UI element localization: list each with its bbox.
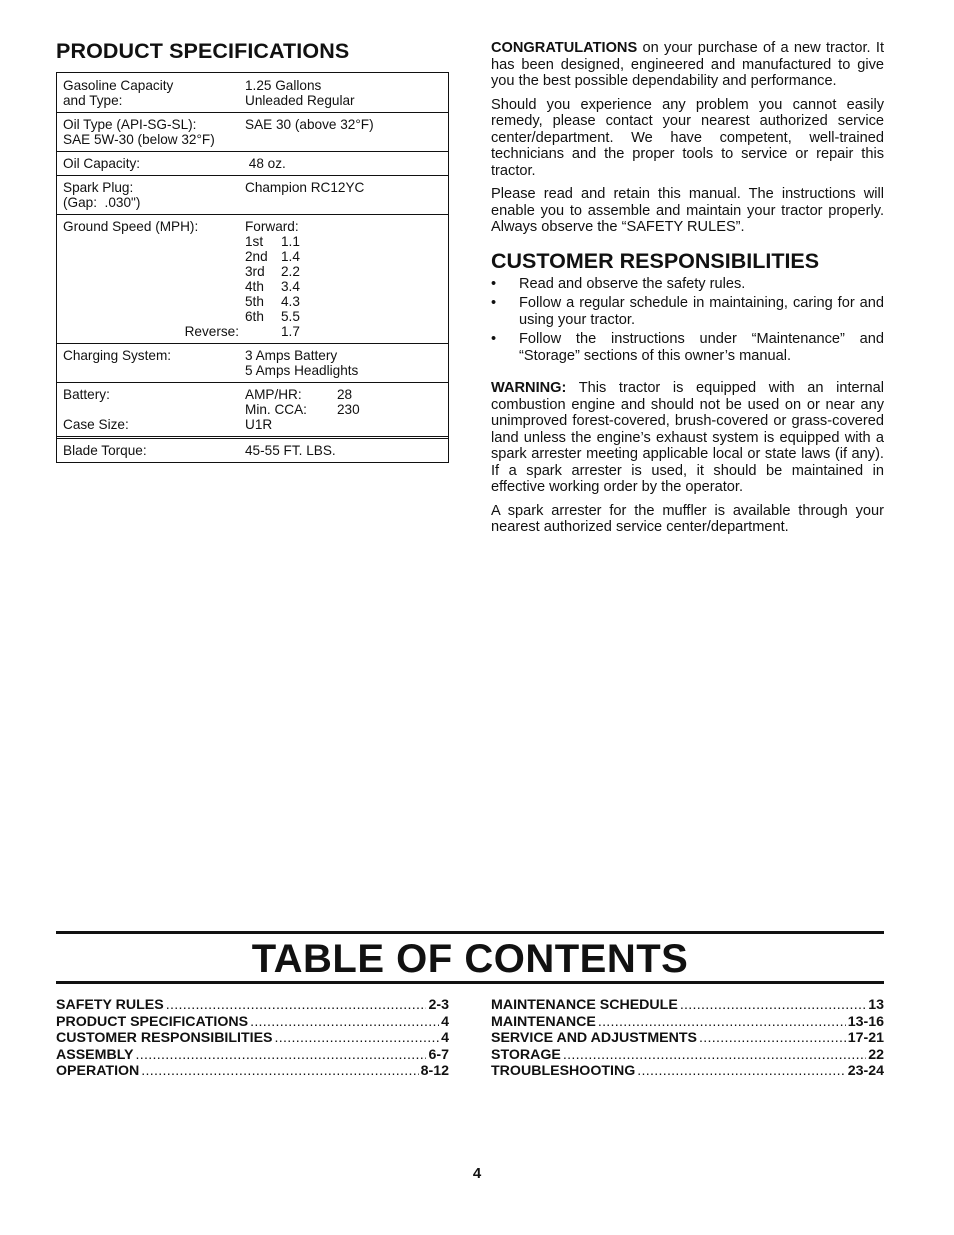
spec-value-line: 5 Amps Headlights [245,363,359,378]
toc-entry [56,1047,449,1064]
toc-entry [491,1047,884,1064]
gear-speed: 3.4 [281,279,300,294]
toc-entry-pages: 23-24 [847,1063,884,1079]
gear-name: 1st [245,234,264,249]
spec-row-oil-capacity [57,151,448,175]
congratulations-label: CONGRATULATIONS [491,40,638,56]
gear-name: 3rd [245,264,265,279]
toc-entry [491,1014,884,1031]
cca-label: Min. CCA: [245,402,307,417]
toc-entry [56,1014,449,1031]
gear-speed: 2.2 [281,264,300,279]
toc-entry-pages: 13-16 [847,1013,884,1030]
toc-entry-title: SERVICE AND ADJUSTMENTS [491,1030,698,1046]
spec-label [63,117,245,147]
gear-name: 2nd [245,249,268,264]
page-number: 4 [472,1165,482,1182]
list-item: • Follow the instructions under “Maintenance” and “Storage” sections of this owner’s manual. [491,331,884,364]
toc-entry-title: OPERATION [56,1063,140,1079]
retain-paragraph: Please read and retain this manual. The instructions will enable you to assemble and maintain your tractor properly. Always observe the “SAFETY RULES”. [491,186,884,235]
cca-value: 230 [337,402,360,417]
spec-value-line: SAE 30 (above 32°F) [245,117,374,132]
spec-label-line: Oil Type (API-SG-SL): [63,117,197,132]
spec-label [63,180,245,210]
spec-label [63,443,245,458]
spec-value [245,78,448,108]
spec-value [184,219,448,339]
gear-name: 4th [245,279,264,294]
toc-top-rule [56,931,884,934]
forward-label: Forward: [245,219,299,234]
spec-label-line: Charging System: [63,348,172,363]
spec-row-ground-speed [57,214,448,343]
spec-row-blade-torque [57,436,448,462]
gear-name: 6th [245,309,264,324]
toc-entry [56,1063,449,1080]
spec-value-line: 48 oz. [245,156,286,171]
spec-label [63,78,245,108]
specifications-table [56,72,449,463]
case-size-value: U1R [245,417,273,432]
toc-entry [491,1030,884,1047]
arrester-paragraph: A spark arrester for the muffler is available through your nearest authorized service center/department. [491,502,884,535]
spec-value [245,443,448,458]
warning-label: WARNING: [491,380,567,396]
spec-label-line: and Type: [63,93,123,108]
spec-row-charging [57,343,448,382]
battery-specs [245,387,448,417]
toc-entry [56,1030,449,1047]
spec-value-line: 45-55 FT. LBS. [245,443,336,458]
reverse-row [184,324,448,339]
spec-value [245,117,448,147]
reverse-speed: 1.7 [281,324,300,339]
spec-label [63,219,245,339]
case-size-label: Case Size: [63,417,129,432]
specifications-section [56,38,449,463]
gear-speed: 1.1 [281,234,300,249]
spec-value-line: 1.25 Gallons [245,78,322,93]
toc-left-column [56,997,449,1080]
spec-value [245,156,448,171]
spec-value [245,348,448,378]
congratulations-paragraph [491,40,884,90]
responsibilities-heading: CUSTOMER RESPONSIBILITIES [491,248,820,273]
toc-entry-pages: 4 [441,1030,449,1046]
toc-entry-pages: 4 [441,1013,449,1030]
toc-entry-title: TROUBLESHOOTING [491,1063,636,1079]
amp-hr-label: AMP/HR: [245,387,302,402]
gear-speed: 5.5 [281,309,300,324]
spec-row-gasoline [57,73,448,112]
toc-entry-title: MAINTENANCE SCHEDULE [491,997,678,1013]
toc-entry-pages: 22 [868,1046,884,1063]
reverse-label: Reverse: [184,324,239,339]
toc-entry-pages: 8-12 [420,1063,449,1079]
list-item: • Follow a regular schedule in maintaining, caring for and using your tractor. [491,295,884,328]
gear-speed: 1.4 [281,249,300,264]
toc-entry-title: STORAGE [491,1046,561,1063]
toc-entry [491,1063,884,1080]
gear-name: 5th [245,294,264,309]
specifications-heading: PRODUCT SPECIFICATIONS [56,39,350,63]
toc-entry-pages: 13 [868,997,884,1013]
toc-entry-pages: 17-21 [847,1030,884,1046]
spec-value-line: Unleaded Regular [245,93,355,108]
warning-paragraph [491,380,884,496]
problem-paragraph: Should you experience any problem you cannot easily remedy, please contact your nearest authorized service center/department. We have competent, well-trained technicians and the proper tools to service or repair this tractor. [491,96,884,179]
toc-entry-title: SAFETY RULES [56,997,164,1013]
spec-row-battery [57,382,448,436]
spec-value [245,387,448,432]
toc-title: TABLE OF CONTENTS [251,937,689,981]
warning-text: This tractor is equipped with an internal combustion engine and should not be used on or near any unimproved forest-covered, brush-covered or grass-covered land unless the engine’s exhaust system is equipped with a spark arrester meeting applicable local or state laws (if any). If a spark arrester is used, it should be maintained in effective working order by the operator. [491,380,884,495]
gear-speed: 4.3 [281,294,300,309]
toc-entry [56,997,449,1014]
toc-right-column [491,997,884,1080]
spec-row-spark-plug [57,175,448,214]
battery-label: Battery: [63,387,110,402]
list-item: • Read and observe the safety rules. [491,276,884,293]
amp-hr-value: 28 [337,387,353,402]
spec-label-line: Blade Torque: [63,443,147,458]
spec-label-line: Gasoline Capacity [63,78,174,93]
spec-label [63,348,245,378]
toc-entry-title: CUSTOMER RESPONSIBILITIES [56,1030,273,1046]
spec-label-line: Oil Capacity: [63,156,141,171]
spec-value-line: 3 Amps Battery [245,348,338,363]
congratulations-text: on your purchase of a new tractor. It has been designed, engineered and manufactured to give you the best possible dependability and performance. [491,40,884,89]
toc-entry-pages: 2-3 [428,997,449,1013]
spec-row-oil-type [57,112,448,151]
spec-label [63,387,245,432]
toc-entry-title: ASSEMBLY [56,1046,134,1063]
responsibilities-list [491,276,884,365]
toc-entry-pages: 6-7 [428,1046,449,1063]
toc-entry [491,997,884,1014]
spec-label-line: SAE 5W-30 (below 32°F) [63,132,215,147]
spec-value-line: Champion RC12YC [245,180,365,195]
intro-section [491,40,884,543]
spec-label-line: Spark Plug: [63,180,134,195]
gear-speed-list [245,234,448,324]
toc-entry-title: PRODUCT SPECIFICATIONS [56,1013,249,1030]
spec-label [63,156,245,171]
spec-label-line: (Gap: .030") [63,195,141,210]
spec-label-line: Ground Speed (MPH): [63,219,199,234]
toc-entry-title: MAINTENANCE [491,1013,596,1030]
spec-value [245,180,448,210]
toc-bottom-rule [56,981,884,984]
